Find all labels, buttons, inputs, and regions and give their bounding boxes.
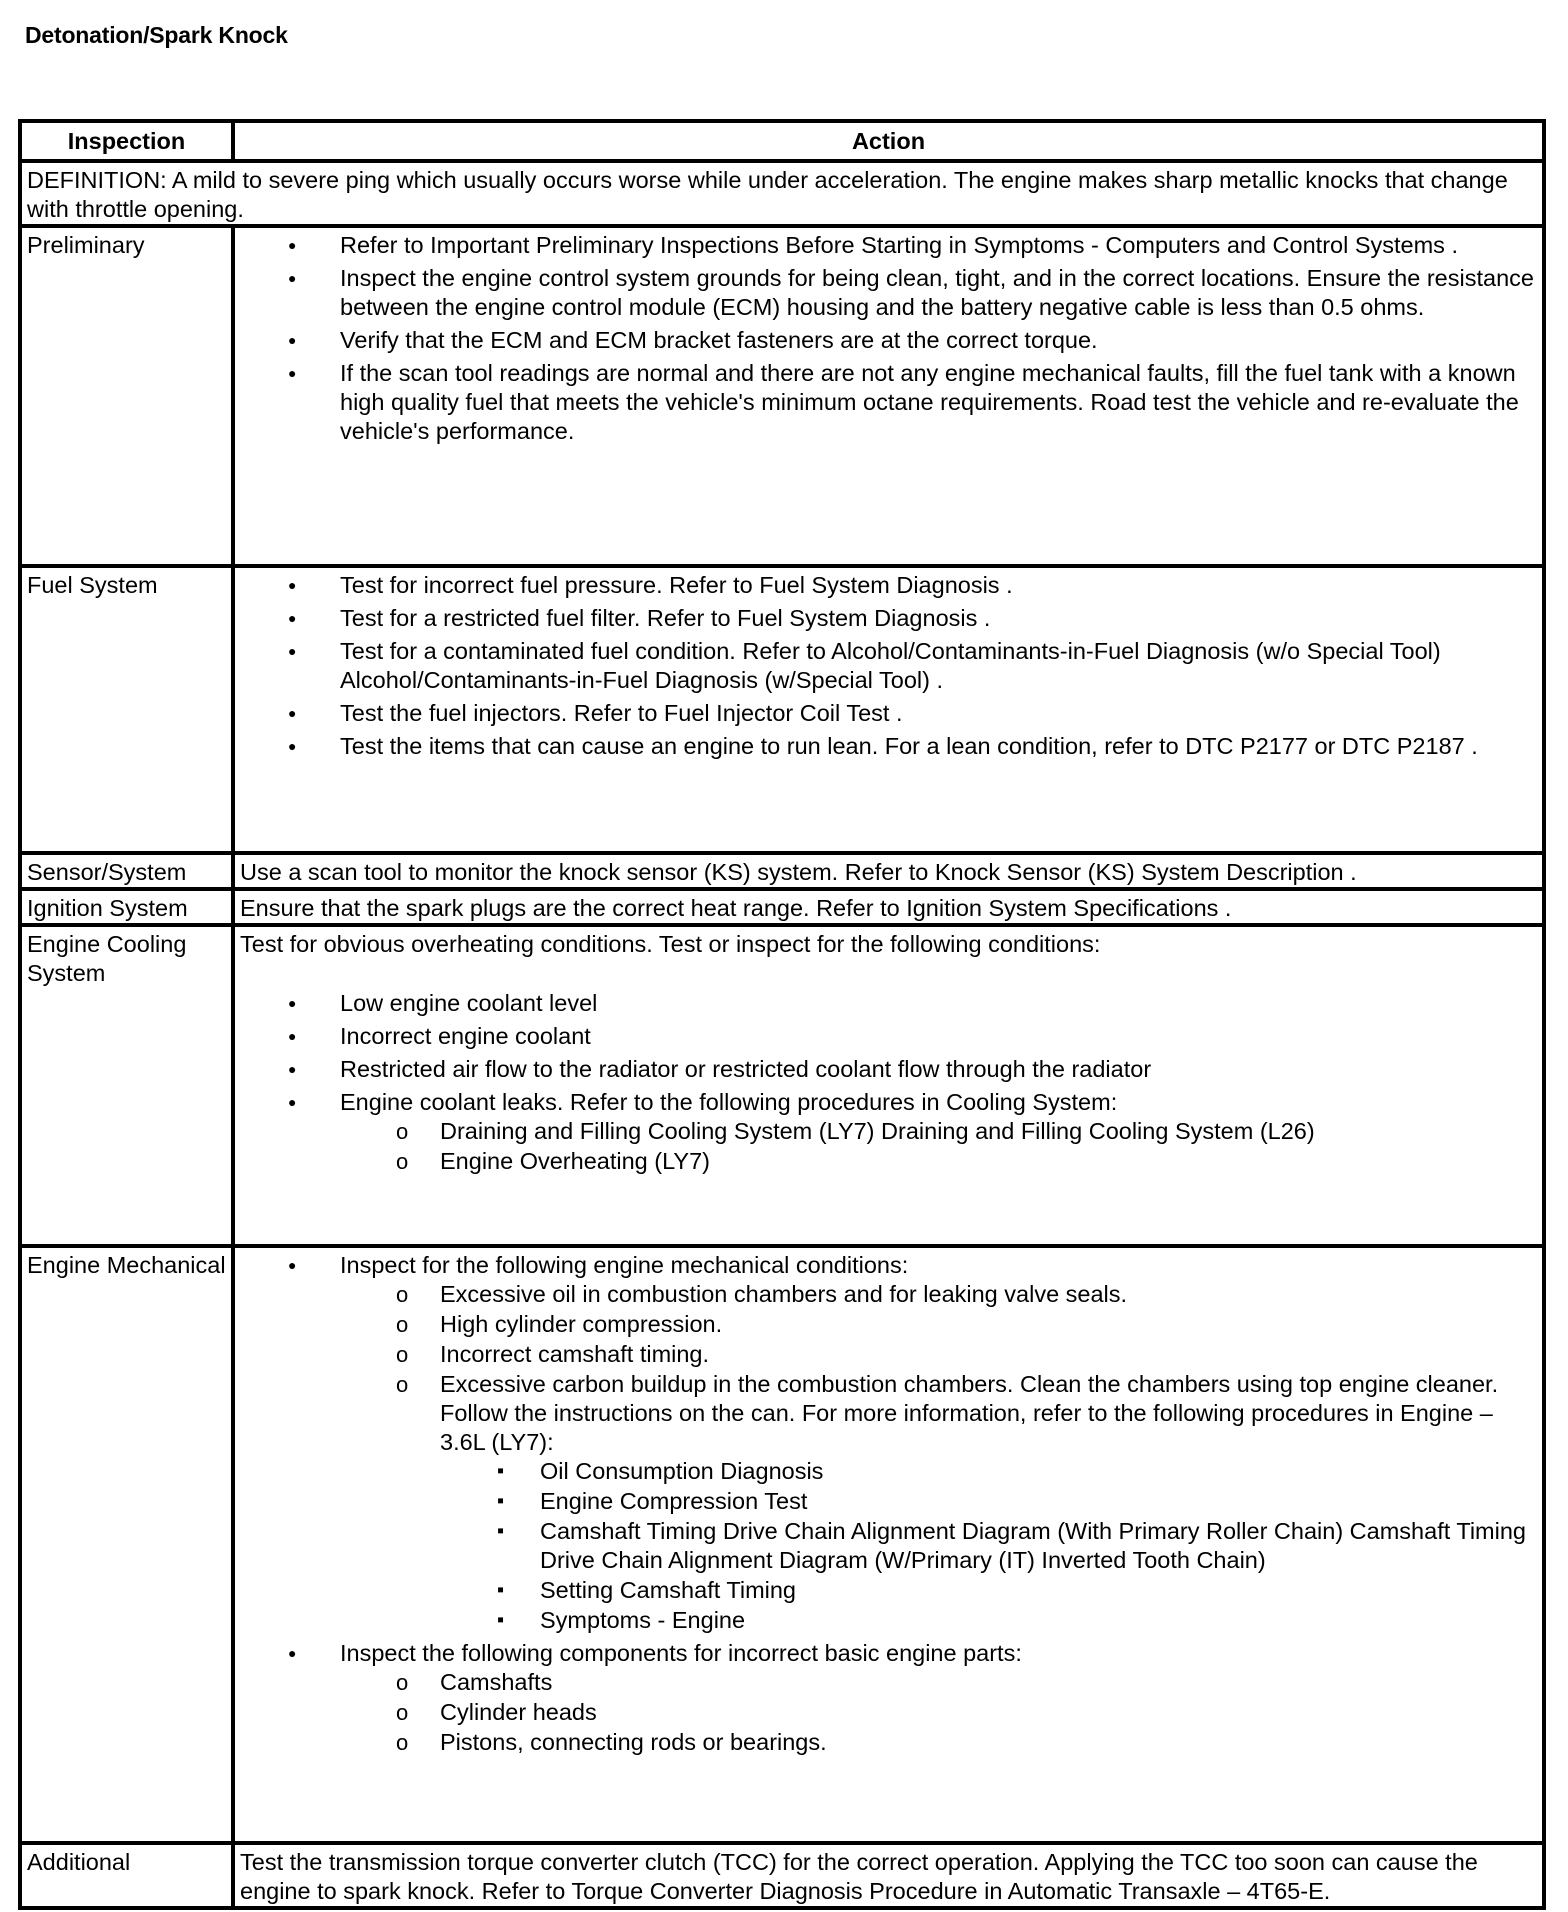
table-row	[20, 925, 1544, 1246]
list-item: ● Verify that the ECM and ECM bracket fasteners are at the correct torque.	[240, 326, 1537, 355]
table-row	[20, 853, 1544, 889]
sub-list-item-text: Excessive carbon buildup in the combustion chambers. Clean the chambers using top engine cleaner. Follow the instructions on the can. For more information, refer to the following procedures in Engine – 3.6L (LY7):	[440, 1371, 1499, 1455]
list-item: ● Low engine coolant level	[240, 989, 1537, 1018]
header-action: Action	[233, 121, 1544, 161]
list-item: ● Test for a contaminated fuel condition. Refer to Alcohol/Contaminants-in-Fuel Diagnosis (w/o Special Tool) Alcohol/Contaminants-in-Fuel Diagnosis (w/Special Tool) .	[240, 637, 1537, 695]
list-item	[240, 1251, 1537, 1635]
sub-list-item: o Incorrect camshaft timing.	[240, 1340, 1537, 1369]
list-item: ● Refer to Important Preliminary Inspections Before Starting in Symptoms - Computers and Control Systems .	[240, 231, 1537, 260]
spacer	[240, 959, 1537, 989]
list-item: ● Incorrect engine coolant	[240, 1022, 1537, 1051]
action-cell	[233, 566, 1544, 853]
action-cell	[233, 925, 1544, 1246]
action-cell: Ensure that the spark plugs are the correct heat range. Refer to Ignition System Specifications .	[233, 889, 1544, 925]
sub-sub-list-item: ▪ Camshaft Timing Drive Chain Alignment Diagram (With Primary Roller Chain) Camshaft Timing Drive Chain Alignment Diagram (W/Primary (IT) Inverted Tooth Chain)	[240, 1517, 1537, 1575]
sub-list	[340, 1117, 1537, 1176]
list-item: ● Test for incorrect fuel pressure. Refer to Fuel System Diagnosis .	[240, 571, 1537, 600]
sub-list-item	[240, 1370, 1537, 1635]
list-item: ● Test for a restricted fuel filter. Refer to Fuel System Diagnosis .	[240, 604, 1537, 633]
sub-list	[340, 1280, 1537, 1635]
action-cell	[233, 1246, 1544, 1843]
inspection-label: Ignition System	[20, 889, 233, 925]
list-item	[240, 1639, 1537, 1757]
sub-sub-list-item: ▪ Engine Compression Test	[240, 1487, 1537, 1516]
table-row	[20, 566, 1544, 853]
list-item-text: Inspect the following components for incorrect basic engine parts:	[340, 1640, 1022, 1666]
table-row	[20, 226, 1544, 566]
sub-list-item: o Draining and Filling Cooling System (LY7) Draining and Filling Cooling System (L26)	[240, 1117, 1537, 1146]
sub-sub-list-item: ▪ Setting Camshaft Timing	[240, 1576, 1537, 1605]
definition-text: DEFINITION: A mild to severe ping which usually occurs worse while under acceleration. The engine makes sharp metallic knocks that change with throttle opening.	[20, 161, 1544, 226]
list-item: ● Test the items that can cause an engine to run lean. For a lean condition, refer to DTC P2177 or DTC P2187 .	[240, 732, 1537, 761]
inspection-label: Preliminary	[20, 226, 233, 566]
sub-list-item: o High cylinder compression.	[240, 1310, 1537, 1339]
action-cell	[233, 226, 1544, 566]
list-item: ● Test the fuel injectors. Refer to Fuel Injector Coil Test .	[240, 699, 1537, 728]
sub-list	[340, 1668, 1537, 1757]
inspection-label: Additional	[20, 1843, 233, 1908]
sub-sub-list	[440, 1457, 1537, 1635]
sub-list-item: o Engine Overheating (LY7)	[240, 1147, 1537, 1176]
list-item-text: Engine coolant leaks. Refer to the following procedures in Cooling System:	[340, 1089, 1118, 1115]
list-item: ● Restricted air flow to the radiator or restricted coolant flow through the radiator	[240, 1055, 1537, 1084]
table-row	[20, 1843, 1544, 1908]
table-row	[20, 889, 1544, 925]
diagnosis-table	[18, 119, 1546, 1910]
list-item: ● If the scan tool readings are normal and there are not any engine mechanical faults, fill the fuel tank with a known high quality fuel that meets the vehicle's minimum octane requirements. Road test the vehicle and re-evaluate the vehicle's performance.	[240, 359, 1537, 446]
inspection-label: Engine Mechanical	[20, 1246, 233, 1843]
sub-sub-list-item: ▪ Oil Consumption Diagnosis	[240, 1457, 1537, 1486]
inspection-label: Engine Cooling System	[20, 925, 233, 1246]
sub-list-item: o Excessive oil in combustion chambers and for leaking valve seals.	[240, 1280, 1537, 1309]
inspection-label: Sensor/System	[20, 853, 233, 889]
list-item	[240, 1088, 1537, 1176]
sub-list-item: o Camshafts	[240, 1668, 1537, 1697]
header-inspection: Inspection	[20, 121, 233, 161]
action-list	[240, 1251, 1537, 1757]
list-item: ● Inspect the engine control system grounds for being clean, tight, and in the correct locations. Ensure the resistance between the engine control module (ECM) housing and the battery negative cable is less than 0.5 ohms.	[240, 264, 1537, 322]
action-list	[240, 571, 1537, 761]
definition-row	[20, 161, 1544, 226]
action-list	[240, 231, 1537, 446]
sub-list-item: o Cylinder heads	[240, 1698, 1537, 1727]
action-cell: Test the transmission torque converter clutch (TCC) for the correct operation. Applying the TCC too soon can cause the engine to spark knock. Refer to Torque Converter Diagnosis Procedure in Automatic Transaxle – 4T65-E.	[233, 1843, 1544, 1908]
list-item-text: Inspect for the following engine mechanical conditions:	[340, 1252, 909, 1278]
header-row	[20, 121, 1544, 161]
action-intro: Test for obvious overheating conditions. Test or inspect for the following conditions:	[240, 931, 1101, 957]
action-list	[240, 989, 1537, 1176]
action-cell: Use a scan tool to monitor the knock sensor (KS) system. Refer to Knock Sensor (KS) System Description .	[233, 853, 1544, 889]
table-row	[20, 1246, 1544, 1843]
page-title: Detonation/Spark Knock	[25, 22, 288, 48]
sub-list-item: o Pistons, connecting rods or bearings.	[240, 1728, 1537, 1757]
sub-sub-list-item: ▪ Symptoms - Engine	[240, 1606, 1537, 1635]
inspection-label: Fuel System	[20, 566, 233, 853]
